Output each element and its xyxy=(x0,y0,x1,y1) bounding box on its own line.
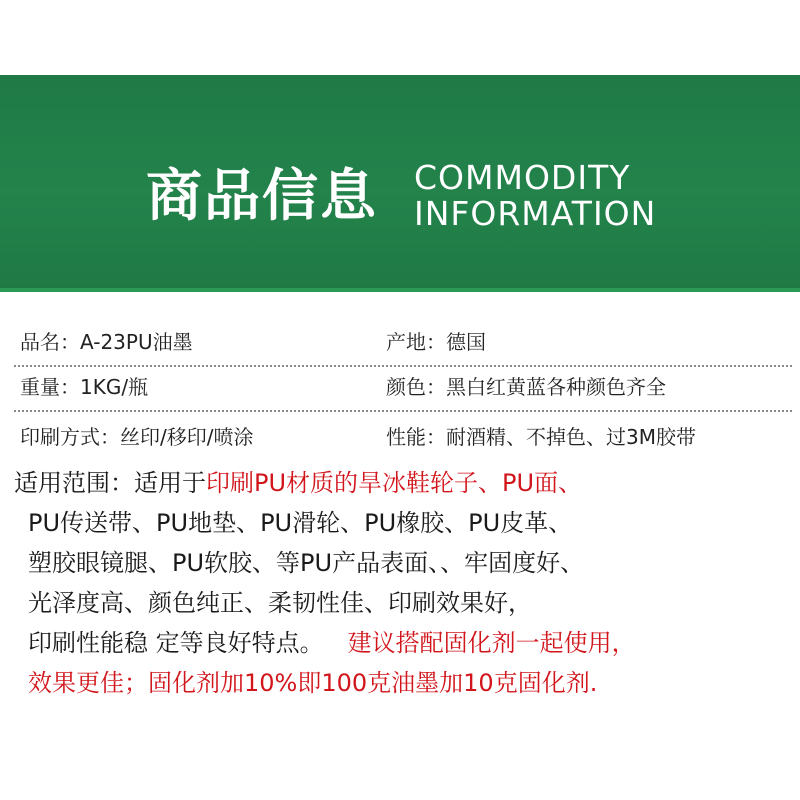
banner-title-cn: 商品信息 xyxy=(146,164,378,229)
banner-title-en-line2: INFORMATION xyxy=(414,194,657,233)
desc-line: 光泽度高、颜色纯正、柔韧性佳、印刷效果好， xyxy=(28,589,532,617)
desc-line: 塑胶眼镜腿、PU软胶、等PU产品表面、、牢固度好、 xyxy=(28,549,585,577)
desc-curing-note: 效果更佳；固化剂加10%即100克油墨加10克固化剂. xyxy=(28,669,598,697)
desc-scope-highlight: 印刷PU材质的旱冰鞋轮子、PU面、 xyxy=(206,469,583,497)
desc-line xyxy=(14,623,794,663)
spec-divider xyxy=(14,410,792,412)
banner-title-en-line1: COMMODITY xyxy=(414,158,631,197)
desc-line: PU传送带、PU地垫、PU滑轮、PU橡胶、PU皮革、 xyxy=(28,509,573,537)
desc-recommend-highlight: 建议搭配固化剂一起使用， xyxy=(347,629,636,657)
application-description xyxy=(14,463,794,703)
spec-name: 品名：A-23PU油墨 xyxy=(20,330,193,354)
banner-title-en xyxy=(414,160,656,232)
spec-color: 颜色：黑白红黄蓝各种颜色齐全 xyxy=(386,375,666,399)
spec-weight: 重量：1KG/瓶 xyxy=(20,375,149,399)
banner-divider xyxy=(0,288,800,292)
spec-print-method: 印刷方式：丝印/移印/喷涂 xyxy=(20,425,254,449)
desc-scope-label: 适用范围：适用于 xyxy=(14,469,206,497)
spec-performance: 性能：耐酒精、不掉色、过3M胶带 xyxy=(386,425,696,449)
spec-origin: 产地：德国 xyxy=(386,330,486,354)
header-banner xyxy=(0,75,800,288)
desc-line xyxy=(14,463,794,503)
spec-divider xyxy=(14,365,792,367)
desc-stability: 印刷性能稳 定等良好特点。 xyxy=(28,629,324,657)
